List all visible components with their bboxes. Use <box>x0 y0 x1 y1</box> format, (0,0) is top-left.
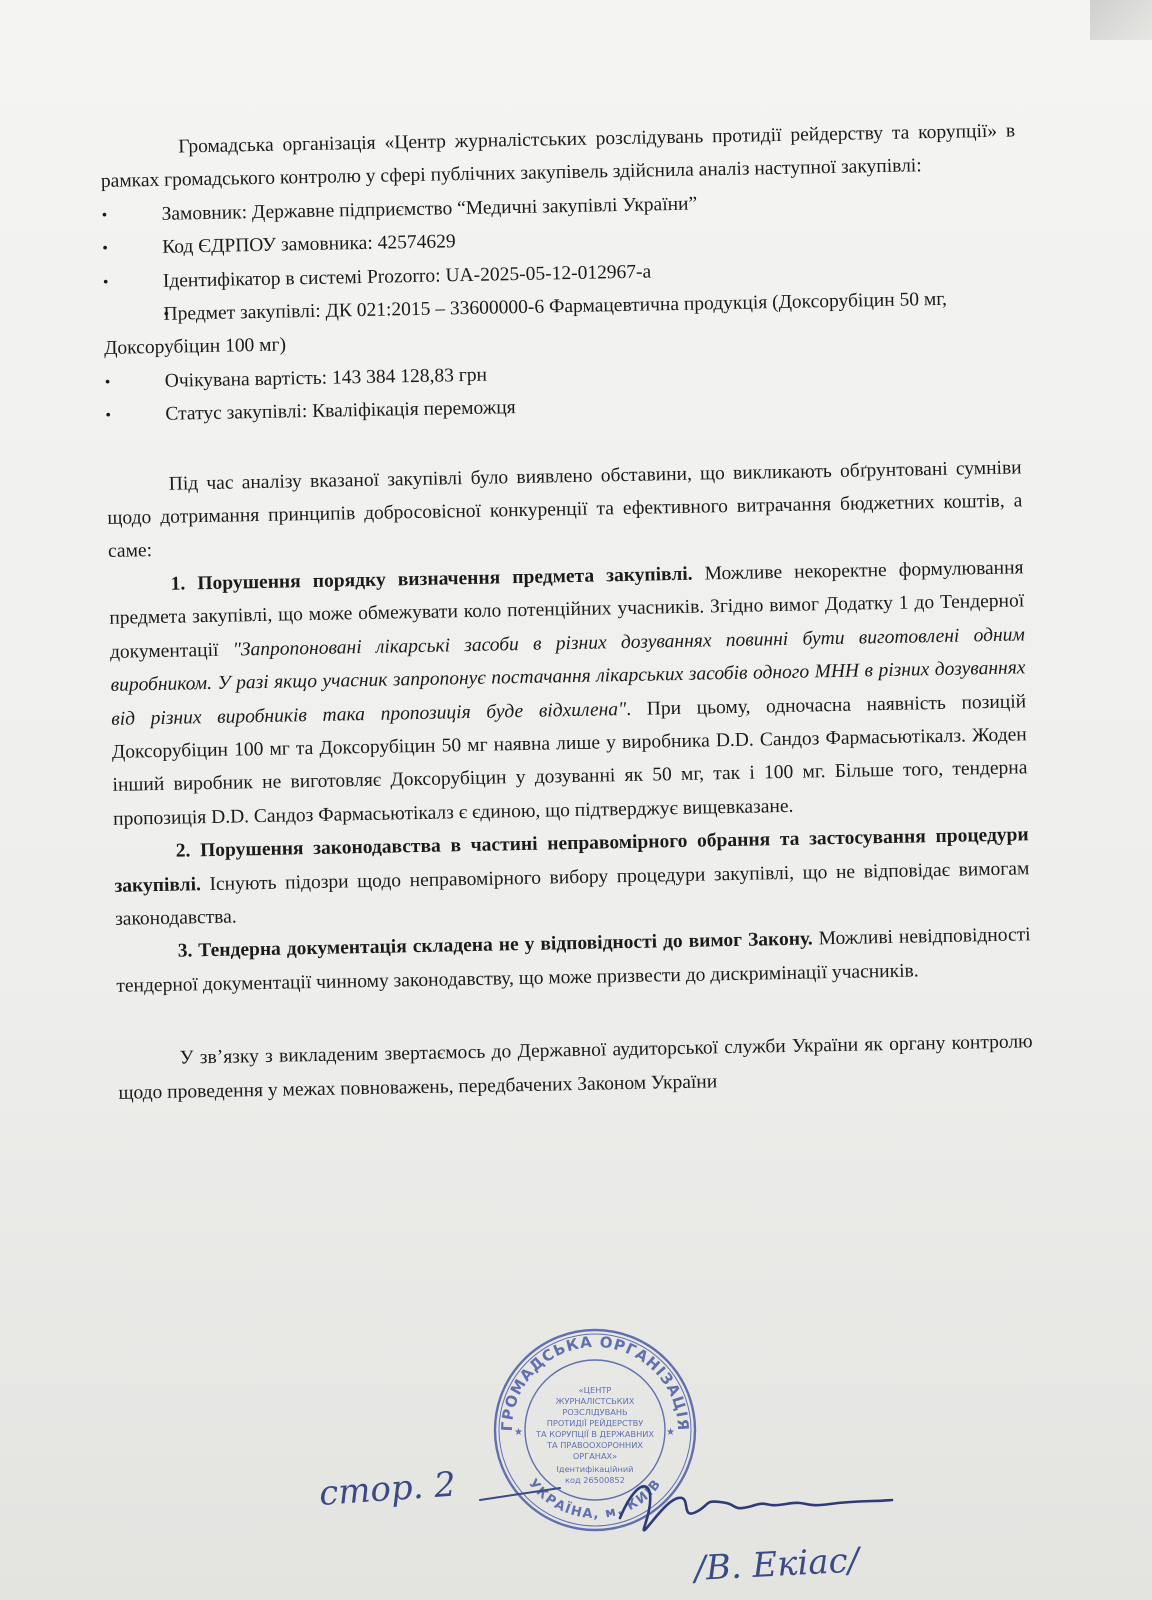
detail-status: • Статус закупівлі: Кваліфікація переможця <box>105 382 1020 433</box>
violation-1-title: Порушення порядку визначення предмета закупівлі. <box>197 563 693 595</box>
detail-expected-value: • Очікувана вартість: 143 384 128,83 грн <box>104 348 1019 399</box>
procurement-details <box>101 181 1020 432</box>
detail-edrpou: • Код ЄДРПОУ замовника: 42574629 <box>102 215 1017 266</box>
stamp-line-1: «ЦЕНТР <box>578 1385 612 1395</box>
svg-text:★: ★ <box>514 1427 523 1438</box>
stamp-line-8: Ідентифікаційний <box>556 1464 634 1474</box>
paper-edge <box>1090 0 1152 40</box>
violation-2 <box>114 818 1031 936</box>
violation-1-text-after: . При цьому, одночасна наявність позицій Доксорубіцин 100 мг та Доксорубіцин 50 мг наявна лише у виробника D.D. Сандоз Фармасьютікалз. Жоден інший виробник не виготовляє Доксорубіцин у дозуванні як 50 мг, так і 100 мг. Більше того, тендерна пропозиція D.D. Сандоз Фармасьютікалз є єдиною, що підтверджує вищевказане. <box>111 690 1028 830</box>
violation-2-title: Порушення законодавства в частині неправомірного обрання та застосування процедури закупівлі. <box>114 824 1029 897</box>
intro-paragraph: Громадська організація «Центр журналістських розслідувань протидії рейдерству та корупції» в рамках громадського контролю у сфері публічних закупівель здійснила аналіз наступної закупівлі: <box>100 120 1016 193</box>
closing-paragraph: У зв’язку з викладеним звертаємось до Державної аудиторської служби України як органу контролю щодо проведення у межах повноважень, передбачених Законом України <box>118 1031 1033 1104</box>
violation-2-number: 2. <box>175 840 191 862</box>
violation-3-text: Можливі невідповідності тендерної документації чинному законодавству, що може призвести до дискримінації учасників. <box>116 924 1031 997</box>
svg-text:★: ★ <box>666 1427 675 1438</box>
violation-3-title: Тендерна документація складена не у відповідності до вимог Закону. <box>198 928 813 962</box>
stamp-line-9: код 26500852 <box>565 1475 625 1485</box>
violation-1 <box>108 551 1028 836</box>
detail-customer: • Замовник: Державне підприємство “Медичні закупівлі України” <box>101 181 1016 232</box>
detail-subject: • Предмет закупівлі: ДК 021:2015 – 33600000-6 Фармацевтична продукція (Доксорубіцин 50 мг, Доксорубіцин 100 мг) <box>103 281 1019 365</box>
stamp-line-7: ОРГАНАХ» <box>572 1451 618 1461</box>
violation-2-text: Існують підозри щодо неправомірного вибору процедури закупівлі, що не відповідає вимогам законодавства. <box>114 857 1030 930</box>
violation-1-text: Можливе некоректне формулювання предмета закупівлі, що може обмежувати коло потенційних учасників. Згідно вимог Додатку 1 до Тендерної документації <box>109 557 1025 663</box>
letter-body <box>100 114 1034 1109</box>
stamp-line-3: РОЗСЛІДУВАНЬ <box>562 1407 628 1417</box>
stamp-line-6: ТА ПРАВООХОРОННИХ <box>547 1440 643 1450</box>
stamp-line-2: ЖУРНАЛІСТСЬКИХ <box>555 1396 635 1406</box>
stamp-line-4: ПРОТИДІЇ РЕЙДЕРСТВУ <box>546 1418 644 1428</box>
stamp-outer-bottom: УКРАЇНА, м. КИЇВ <box>525 1476 665 1523</box>
violation-1-quote: "Запропоновані лікарські засоби в різних дозуваннях повинні бути виготовлені одним виробником. У разі якщо учасник запропонує постачання лікарських засобів одного МНН в різних дозуваннях від різних виробників така пропозиція буде відхилена" <box>110 624 1026 730</box>
stamp-outer-top: ГРОМАДСЬКА ОРГАНІЗАЦІЯ <box>497 1332 693 1432</box>
handwritten-page-note: стор. 2 <box>317 1464 458 1514</box>
analysis-intro-paragraph: Під час аналізу вказаної закупівлі було виявлено обставини, що викликають обґрунтовані сумніви щодо дотримання принципів добросовісної конкуренції та ефективного витрачання бюджетних коштів, а саме: <box>107 457 1023 563</box>
stamp-line-5: ТА КОРУПЦІЇ В ДЕРЖАВНИХ <box>536 1429 654 1439</box>
violation-3-number: 3. <box>177 940 193 963</box>
signature-block <box>300 1440 920 1590</box>
signature-scribble-icon <box>620 1486 892 1530</box>
handwritten-signer-name: /В. Екіас/ <box>693 1540 861 1589</box>
detail-prozorro-id: • Ідентифікатор в системі Prozorro: UA-2025-05-12-012967-a <box>103 248 1018 299</box>
violation-1-number: 1. <box>170 573 186 595</box>
